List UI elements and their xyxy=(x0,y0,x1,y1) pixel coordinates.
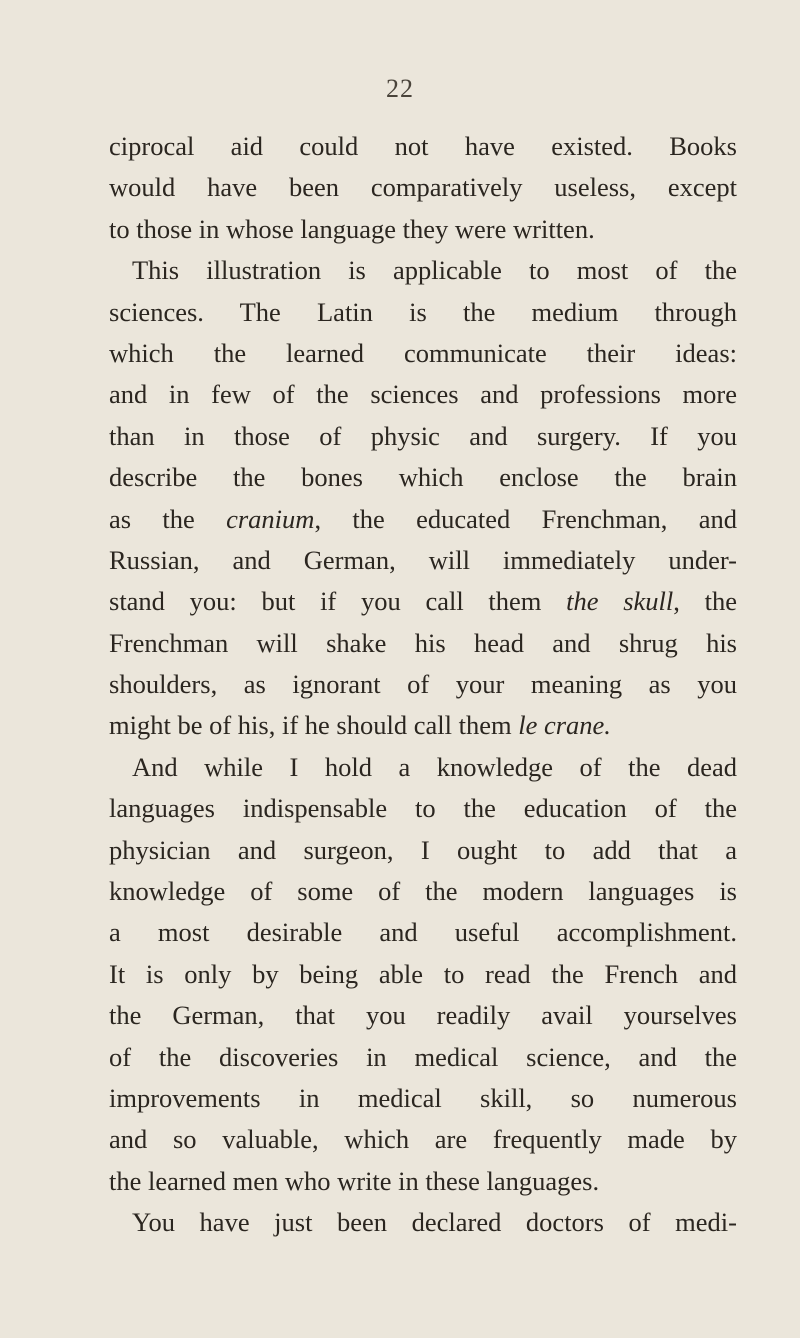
text-line xyxy=(109,995,737,1036)
text-line xyxy=(109,540,737,581)
text-run: would have been comparatively useless, except xyxy=(109,172,737,203)
text-line xyxy=(109,664,737,705)
text-line xyxy=(109,374,737,415)
text-run: the learned men who write in these languages. xyxy=(109,1165,600,1196)
text-run: Frenchman will shake his head and shrug his xyxy=(109,627,737,658)
text-line xyxy=(109,705,737,746)
text-run: It is only by being able to read the French and xyxy=(109,958,737,989)
text-run: languages indispensable to the education of the xyxy=(109,793,737,824)
text-run: stand you: but if you call them xyxy=(109,586,567,617)
text-run: You have just been declared doctors of medi- xyxy=(132,1207,737,1238)
text-line xyxy=(109,623,737,664)
body-text xyxy=(109,126,737,1244)
text-line xyxy=(109,416,737,457)
text-line xyxy=(109,1037,737,1078)
italic-text: le crane. xyxy=(518,710,611,741)
text-run: shoulders, as ignorant of your meaning as you xyxy=(109,669,737,700)
text-run: and in few of the sciences and professions more xyxy=(109,379,737,410)
text-run: ciprocal aid could not have existed. Books xyxy=(109,131,737,161)
text-line xyxy=(109,126,737,167)
text-run: physician and surgeon, I ought to add that a xyxy=(109,834,737,865)
italic-text: the skull xyxy=(566,586,674,617)
text-line xyxy=(109,1078,737,1119)
text-line xyxy=(109,912,737,953)
text-line xyxy=(109,209,737,250)
text-run: than in those of physic and surgery. If you xyxy=(109,420,737,451)
text-run: Russian, and German, will immediately under- xyxy=(109,544,737,575)
text-line xyxy=(109,292,737,333)
text-line xyxy=(109,954,737,995)
text-line xyxy=(109,1161,737,1202)
text-line xyxy=(109,167,737,208)
text-line xyxy=(109,457,737,498)
italic-text: cranium xyxy=(226,503,315,534)
text-line xyxy=(109,747,737,788)
text-run: as the xyxy=(109,503,227,534)
text-run: sciences. The Latin is the medium through xyxy=(109,296,737,327)
text-run: might be of his, if he should call them xyxy=(109,710,519,741)
text-run: And while I hold a knowledge of the dead xyxy=(132,751,737,782)
text-run: of the discoveries in medical science, and the xyxy=(109,1041,737,1072)
text-run: to those in whose language they were written. xyxy=(109,213,595,244)
text-line xyxy=(109,871,737,912)
text-run: knowledge of some of the modern languages is xyxy=(109,876,737,907)
text-run: describe the bones which enclose the brain xyxy=(109,462,737,493)
text-line xyxy=(109,788,737,829)
text-run: This illustration is applicable to most of the xyxy=(132,255,737,286)
text-run: , the educated Frenchman, and xyxy=(314,503,737,534)
text-line xyxy=(109,581,737,622)
text-line xyxy=(109,333,737,374)
text-run: which the learned communicate their ideas: xyxy=(109,337,737,368)
text-line xyxy=(109,499,737,540)
text-run: the German, that you readily avail yourselves xyxy=(109,1000,737,1031)
text-run: improvements in medical skill, so numerous xyxy=(109,1082,737,1113)
text-run: and so valuable, which are frequently made by xyxy=(109,1124,737,1155)
text-run: , the xyxy=(673,586,737,617)
text-line xyxy=(109,1119,737,1160)
text-line xyxy=(109,1202,737,1243)
text-line xyxy=(109,250,737,291)
text-line xyxy=(109,830,737,871)
page-number: 22 xyxy=(386,74,414,103)
text-run: a most desirable and useful accomplishment. xyxy=(109,917,737,948)
